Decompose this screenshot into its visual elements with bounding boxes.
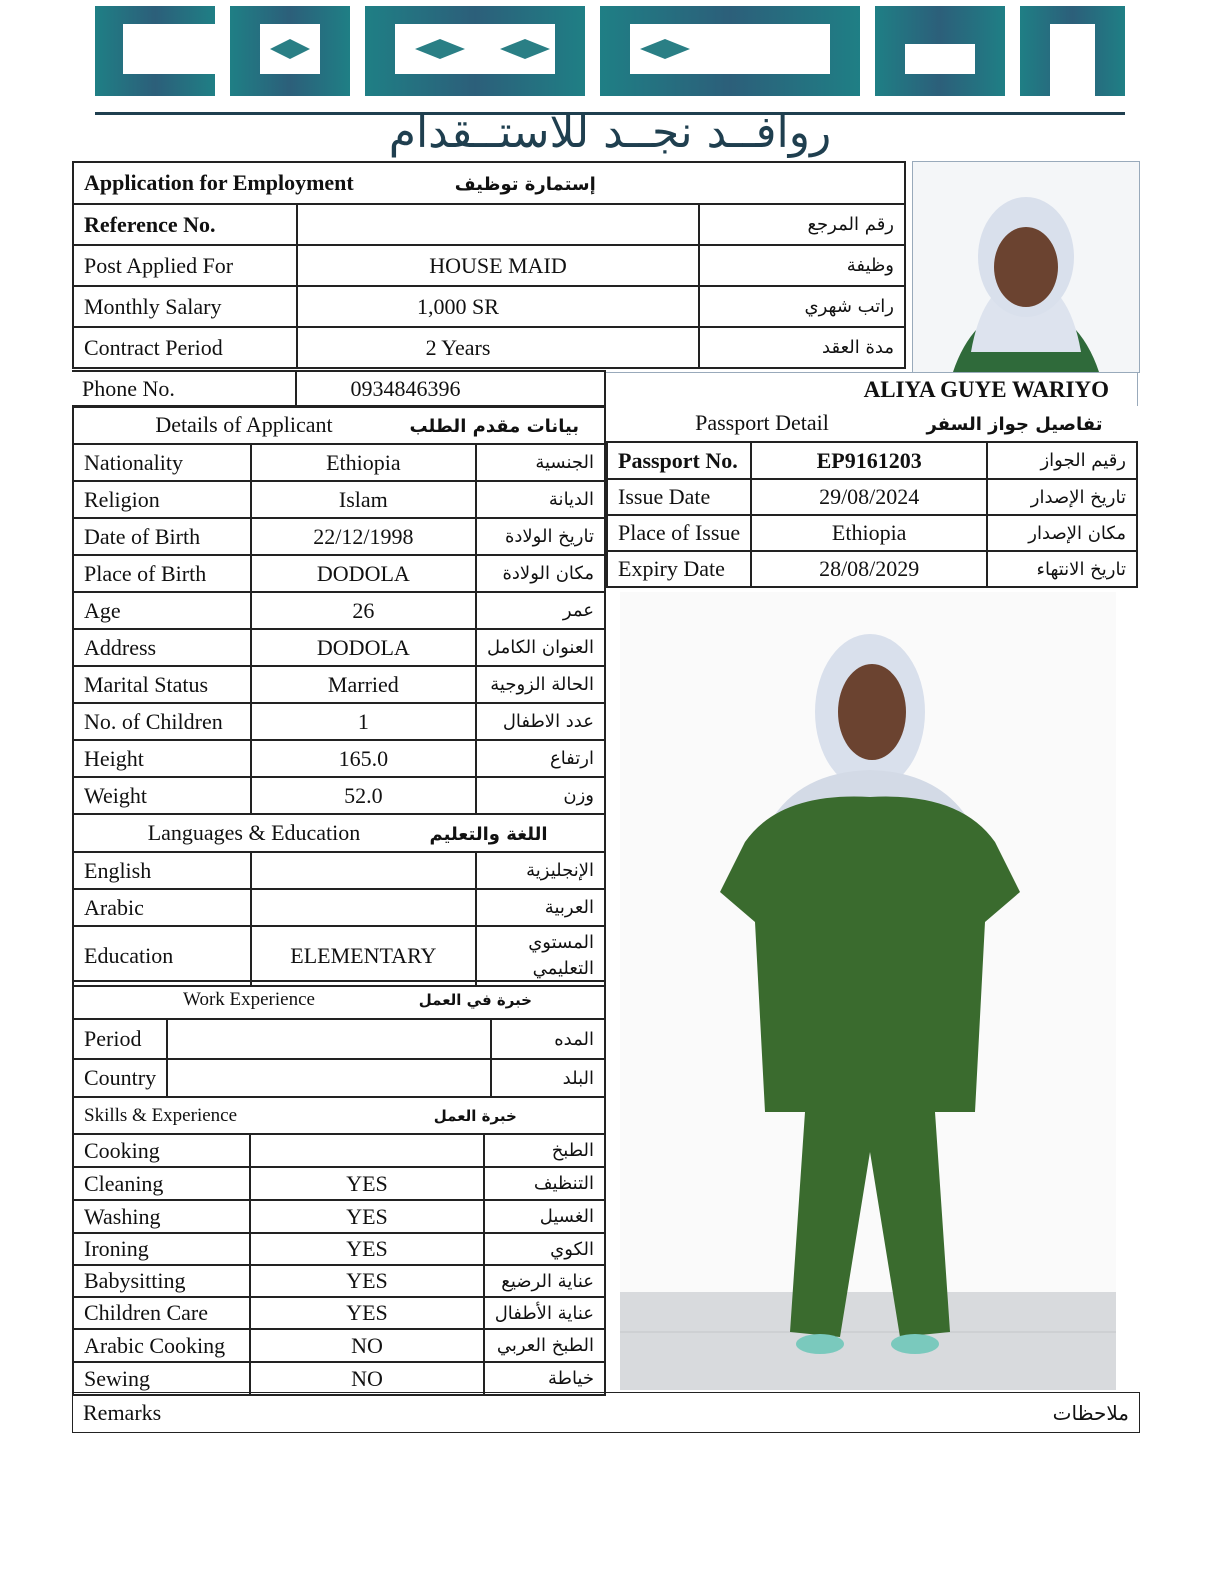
languages-header xyxy=(73,814,605,852)
skill-label-ar: الغسيل xyxy=(484,1200,605,1233)
skill-label-ar: التنظيف xyxy=(484,1167,605,1200)
language-label: English xyxy=(73,852,251,889)
detail-value: DODOLA xyxy=(251,555,476,592)
passport-value: Ethiopia xyxy=(751,515,987,551)
language-value xyxy=(251,852,476,889)
job-table xyxy=(72,161,906,369)
remarks-table xyxy=(72,1392,1140,1433)
detail-label-ar: الديانة xyxy=(476,481,605,518)
detail-value: 52.0 xyxy=(251,777,476,814)
skill-label: Cleaning xyxy=(73,1167,250,1200)
details-table xyxy=(72,405,606,987)
work-label: Period xyxy=(73,1019,167,1059)
detail-label-ar: العنوان الكامل xyxy=(476,629,605,666)
reference-value xyxy=(297,204,699,245)
detail-value: 165.0 xyxy=(251,740,476,777)
detail-label-ar: الحالة الزوجية xyxy=(476,666,605,703)
skill-label: Cooking xyxy=(73,1134,250,1167)
title-ar: إستمارة توظيف xyxy=(454,174,596,195)
remarks-label-ar: ملاحظات xyxy=(607,1393,1140,1433)
salary-label: Monthly Salary xyxy=(73,286,297,327)
work-value xyxy=(167,1019,491,1059)
passport-value: 28/08/2029 xyxy=(751,551,987,587)
phone-label: Phone No. xyxy=(72,371,296,407)
detail-label: Marital Status xyxy=(73,666,251,703)
post-label: Post Applied For xyxy=(73,245,297,286)
skill-value: YES xyxy=(250,1200,483,1233)
passport-label: Issue Date xyxy=(607,479,751,515)
skill-label-ar: خياطة xyxy=(484,1362,605,1395)
skill-value: NO xyxy=(250,1362,483,1395)
job-row-contract xyxy=(73,327,905,368)
applicant-portrait-photo xyxy=(912,161,1140,373)
detail-label: Height xyxy=(73,740,251,777)
work-label-ar: البلد xyxy=(491,1059,605,1097)
post-label-ar: وظيفة xyxy=(699,245,905,286)
salary-label-ar: راتب شهري xyxy=(699,286,905,327)
post-value: HOUSE MAID xyxy=(297,245,699,286)
passport-title-en: Passport Detail xyxy=(695,410,829,435)
detail-label-ar: مكان الولادة xyxy=(476,555,605,592)
detail-label-ar: عمر xyxy=(476,592,605,629)
detail-label-ar: عدد الاطفال xyxy=(476,703,605,740)
detail-value: Islam xyxy=(251,481,476,518)
skill-label-ar: الطبخ العربي xyxy=(484,1329,605,1362)
job-row-reference xyxy=(73,204,905,245)
detail-value: 1 xyxy=(251,703,476,740)
detail-label-ar: الجنسية xyxy=(476,444,605,481)
detail-label: Age xyxy=(73,592,251,629)
work-value xyxy=(167,1059,491,1097)
detail-label: Religion xyxy=(73,481,251,518)
salary-value: 1,000 SR xyxy=(297,286,699,327)
detail-label: Nationality xyxy=(73,444,251,481)
detail-value: Ethiopia xyxy=(251,444,476,481)
passport-value: 29/08/2024 xyxy=(751,479,987,515)
languages-title-en: Languages & Education xyxy=(147,820,361,845)
detail-label: Date of Birth xyxy=(73,518,251,555)
skill-value: YES xyxy=(250,1167,483,1200)
passport-label-ar: تاريخ الانتهاء xyxy=(987,551,1137,587)
skill-label: Ironing xyxy=(73,1233,250,1265)
passport-label-ar: رقيم الجواز xyxy=(987,442,1137,479)
work-label: Country xyxy=(73,1059,167,1097)
reference-label: Reference No. xyxy=(73,204,297,245)
skills-title-en: Skills & Experience xyxy=(84,1104,238,1126)
detail-label-ar: تاريخ الولادة xyxy=(476,518,605,555)
skill-label: Arabic Cooking xyxy=(73,1329,250,1362)
skill-label: Washing xyxy=(73,1200,250,1233)
skill-label-ar: الكوي xyxy=(484,1233,605,1265)
passport-value: EP9161203 xyxy=(751,442,987,479)
language-label: Arabic xyxy=(73,889,251,926)
job-row-salary xyxy=(73,286,905,327)
application-title xyxy=(73,162,905,204)
details-title-ar: بيانات مقدم الطلب xyxy=(409,416,580,437)
contract-label: Contract Period xyxy=(73,327,297,368)
work-title-en: Work Experience xyxy=(183,989,315,1010)
skill-value: NO xyxy=(250,1329,483,1362)
skill-label: Babysitting xyxy=(73,1265,250,1297)
job-row-post xyxy=(73,245,905,286)
passport-label: Place of Issue xyxy=(607,515,751,551)
detail-value: DODOLA xyxy=(251,629,476,666)
languages-title-ar: اللغة والتعليم xyxy=(429,824,548,845)
contract-value: 2 Years xyxy=(297,327,699,368)
work-table xyxy=(72,980,606,1098)
phone-value: 0934846396 xyxy=(296,371,605,407)
skill-value: YES xyxy=(250,1297,483,1329)
skill-label: Children Care xyxy=(73,1297,250,1329)
passport-title-ar: تفاصيل جواز السفر xyxy=(926,414,1103,435)
skill-label-ar: عناية الأطفال xyxy=(484,1297,605,1329)
passport-label-ar: تاريخ الإصدار xyxy=(987,479,1137,515)
details-header xyxy=(73,406,605,444)
education-value: ELEMENTARY xyxy=(251,926,476,986)
skills-table xyxy=(72,1096,606,1396)
applicant-full-body-photo xyxy=(620,592,1116,1390)
skill-value: YES xyxy=(250,1265,483,1297)
passport-label-ar: مكان الإصدار xyxy=(987,515,1137,551)
language-value xyxy=(251,889,476,926)
language-label-ar: الإنجليزية xyxy=(476,852,605,889)
detail-label-ar: وزن xyxy=(476,777,605,814)
passport-header xyxy=(607,405,1137,442)
detail-label: Address xyxy=(73,629,251,666)
work-label-ar: المده xyxy=(491,1019,605,1059)
applicant-name: ALIYA GUYE WARIYO xyxy=(606,372,1138,406)
detail-value: 26 xyxy=(251,592,476,629)
skill-label-ar: عناية الرضيع xyxy=(484,1265,605,1297)
detail-value: 22/12/1998 xyxy=(251,518,476,555)
detail-value: Married xyxy=(251,666,476,703)
education-label-ar: المستوي التعليمي xyxy=(476,926,605,986)
work-title-ar: خبرة في العمل xyxy=(418,991,532,1009)
detail-label: No. of Children xyxy=(73,703,251,740)
logo-graphic xyxy=(95,4,1125,104)
education-label: Education xyxy=(73,926,251,986)
remarks-label: Remarks xyxy=(73,1393,607,1433)
work-header xyxy=(73,981,605,1019)
detail-label: Weight xyxy=(73,777,251,814)
skill-label: Sewing xyxy=(73,1362,250,1395)
skill-value: YES xyxy=(250,1233,483,1265)
skill-value xyxy=(250,1134,483,1167)
skill-label-ar: الطبخ xyxy=(484,1134,605,1167)
logo-arabic-text: روافــد نجــد للاستــقدام xyxy=(388,107,832,158)
passport-label: Passport No. xyxy=(607,442,751,479)
skills-header xyxy=(73,1097,605,1134)
phone-table xyxy=(72,370,606,408)
details-title-en: Details of Applicant xyxy=(155,412,333,437)
company-logo xyxy=(95,4,1125,156)
passport-label: Expiry Date xyxy=(607,551,751,587)
skills-title-ar: خبرة العمل xyxy=(433,1106,517,1125)
title-en: Application for Employment xyxy=(84,170,354,195)
detail-label: Place of Birth xyxy=(73,555,251,592)
passport-table xyxy=(606,405,1138,588)
language-label-ar: العربية xyxy=(476,889,605,926)
detail-label-ar: ارتفاع xyxy=(476,740,605,777)
reference-label-ar: رقم المرجع xyxy=(699,204,905,245)
contract-label-ar: مدة العقد xyxy=(699,327,905,368)
